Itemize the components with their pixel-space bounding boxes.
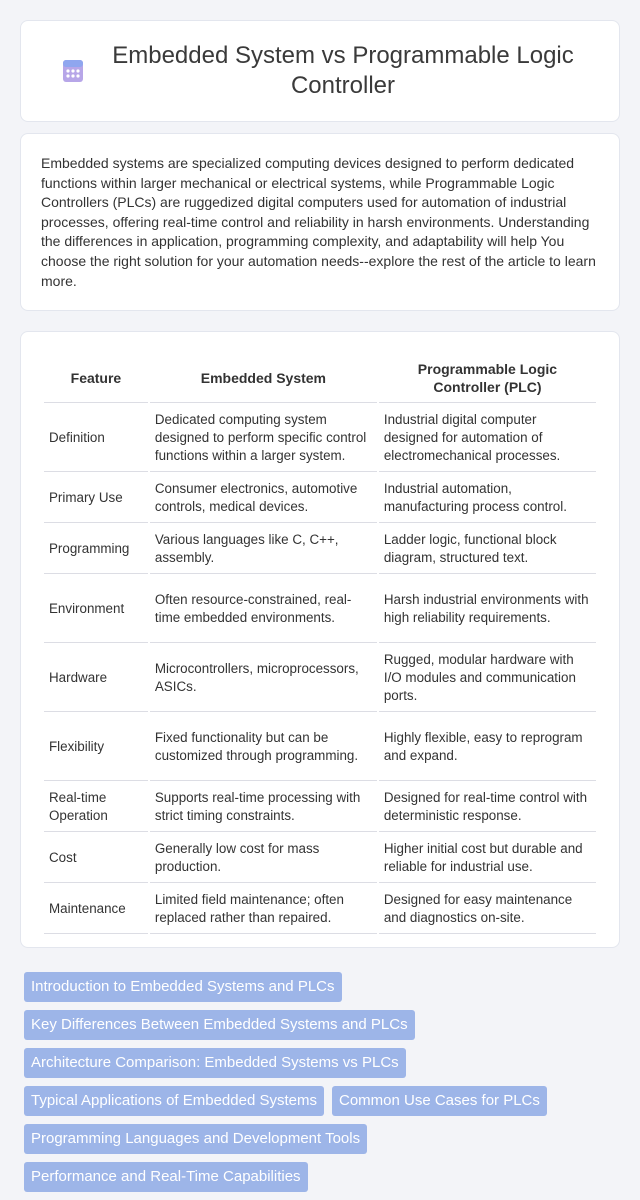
feature-cell: Primary Use: [44, 474, 148, 523]
tag-row: [24, 1086, 624, 1116]
embedded-cell: Dedicated computing system designed to perform specific control functions within a larger system.: [150, 405, 377, 472]
plc-cell: Ladder logic, functional block diagram, structured text.: [379, 525, 596, 574]
table-row: [44, 885, 596, 934]
tag-row: [24, 1162, 624, 1192]
topic-link[interactable]: Typical Applications of Embedded Systems: [24, 1086, 324, 1116]
embedded-cell: Microcontrollers, microprocessors, ASICs.: [150, 645, 377, 712]
embedded-cell: Often resource-constrained, real-time embedded environments.: [150, 576, 377, 643]
tag-row: [24, 1048, 624, 1078]
topic-link[interactable]: Common Use Cases for PLCs: [332, 1086, 547, 1116]
embedded-cell: Generally low cost for mass production.: [150, 834, 377, 883]
embedded-cell: Various languages like C, C++, assembly.: [150, 525, 377, 574]
plc-cell: Industrial digital computer designed for automation of electromechanical processes.: [379, 405, 596, 472]
table-row: [44, 474, 596, 523]
feature-cell: Definition: [44, 405, 148, 472]
plc-cell: Harsh industrial environments with high reliability requirements.: [379, 576, 596, 643]
plc-cell: Rugged, modular hardware with I/O modules and communication ports.: [379, 645, 596, 712]
comparison-table: [42, 352, 598, 936]
page-title: Embedded System vs Programmable Logic Controller: [112, 42, 574, 99]
feature-cell: Hardware: [44, 645, 148, 712]
embedded-cell: Supports real-time processing with strict timing constraints.: [150, 783, 377, 832]
related-topics: [24, 972, 624, 1200]
plc-cell: Designed for real-time control with deterministic response.: [379, 783, 596, 832]
embedded-cell: Limited field maintenance; often replaced rather than repaired.: [150, 885, 377, 934]
plc-cell: Highly flexible, easy to reprogram and expand.: [379, 714, 596, 781]
embedded-cell: Consumer electronics, automotive controls, medical devices.: [150, 474, 377, 523]
plc-cell: Designed for easy maintenance and diagnostics on-site.: [379, 885, 596, 934]
comparison-card: [20, 331, 620, 948]
tag-row: [24, 1010, 624, 1040]
topic-link[interactable]: Architecture Comparison: Embedded Systems vs PLCs: [24, 1048, 406, 1078]
table-row: [44, 834, 596, 883]
table-row: [44, 405, 596, 472]
feature-cell: Flexibility: [44, 714, 148, 781]
column-header: Feature: [44, 354, 148, 403]
column-header: Embedded System: [150, 354, 377, 403]
feature-cell: Real-time Operation: [44, 783, 148, 832]
column-header: Programmable Logic Controller (PLC): [379, 354, 596, 403]
tag-row: [24, 972, 624, 1002]
table-row: [44, 525, 596, 574]
intro-text: Embedded systems are specialized computing devices designed to perform dedicated functions within larger mechanical or electrical systems, while Programmable Logic Controllers (PLCs) are ruggedized digital computers used for automation of industrial processes, offering real-time control and reliability in harsh environments. Understanding the differences in application, programming complexity, and adaptability will help You choose the right solution for your automation needs--explore the rest of the article to learn more.: [41, 155, 596, 289]
embedded-cell: Fixed functionality but can be customized through programming.: [150, 714, 377, 781]
table-row: [44, 576, 596, 643]
title-card: [20, 20, 620, 122]
tag-row: [24, 1124, 624, 1154]
feature-cell: Maintenance: [44, 885, 148, 934]
table-row: [44, 714, 596, 781]
topic-link[interactable]: Performance and Real-Time Capabilities: [24, 1162, 308, 1192]
calculator-icon: [60, 58, 86, 84]
topic-link[interactable]: Programming Languages and Development Tools: [24, 1124, 367, 1154]
feature-cell: Programming: [44, 525, 148, 574]
plc-cell: Higher initial cost but durable and reliable for industrial use.: [379, 834, 596, 883]
table-row: [44, 783, 596, 832]
table-row: [44, 645, 596, 712]
intro-card: [20, 133, 620, 311]
topic-link[interactable]: Key Differences Between Embedded Systems and PLCs: [24, 1010, 415, 1040]
topic-link[interactable]: Introduction to Embedded Systems and PLCs: [24, 972, 342, 1002]
feature-cell: Environment: [44, 576, 148, 643]
table-header-row: [44, 354, 596, 403]
feature-cell: Cost: [44, 834, 148, 883]
plc-cell: Industrial automation, manufacturing process control.: [379, 474, 596, 523]
